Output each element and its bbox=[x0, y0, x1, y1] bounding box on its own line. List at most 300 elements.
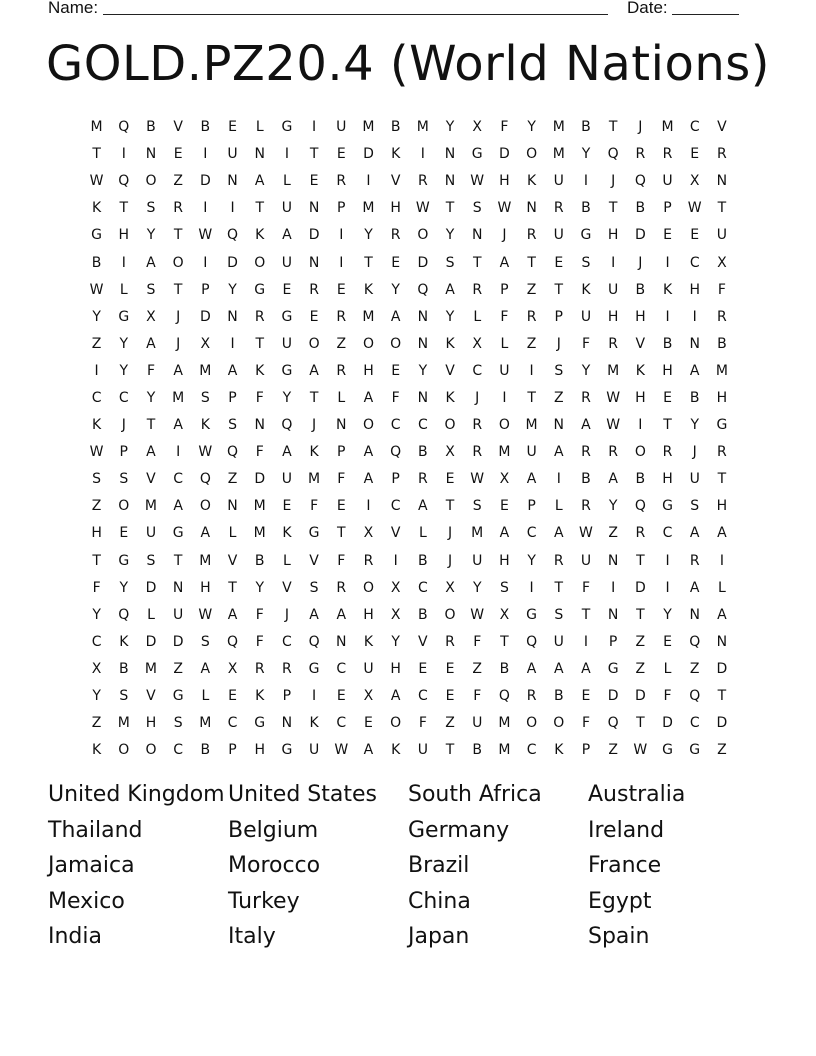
grid-letter[interactable]: O bbox=[362, 335, 374, 352]
grid-letter[interactable]: D bbox=[607, 688, 619, 705]
grid-letter[interactable]: A bbox=[553, 525, 564, 542]
grid-letter[interactable]: U bbox=[281, 200, 293, 217]
grid-letter[interactable]: X bbox=[91, 660, 102, 677]
grid-letter[interactable]: O bbox=[118, 498, 130, 515]
grid-letter[interactable]: T bbox=[636, 606, 645, 623]
grid-letter[interactable]: B bbox=[581, 119, 591, 136]
grid-letter[interactable]: T bbox=[364, 254, 373, 271]
grid-letter[interactable]: C bbox=[173, 742, 184, 759]
grid-letter[interactable]: I bbox=[556, 471, 561, 488]
grid-letter[interactable]: A bbox=[227, 606, 238, 623]
grid-letter[interactable]: H bbox=[145, 715, 157, 732]
grid-letter[interactable]: A bbox=[717, 525, 727, 542]
grid-letter[interactable]: S bbox=[554, 362, 564, 379]
grid-letter[interactable]: F bbox=[581, 579, 590, 596]
grid-letter[interactable]: I bbox=[665, 308, 670, 325]
grid-letter[interactable]: B bbox=[390, 119, 401, 136]
grid-letter[interactable]: Q bbox=[634, 173, 646, 190]
grid-letter[interactable]: F bbox=[255, 389, 264, 406]
grid-letter[interactable]: W bbox=[470, 173, 485, 190]
grid-letter[interactable]: W bbox=[89, 444, 104, 461]
grid-letter[interactable]: B bbox=[689, 389, 700, 406]
grid-letter[interactable]: S bbox=[472, 498, 482, 515]
grid-letter[interactable]: Q bbox=[118, 119, 130, 136]
grid-letter[interactable]: M bbox=[498, 444, 511, 461]
grid-letter[interactable]: U bbox=[308, 742, 320, 759]
grid-letter[interactable]: D bbox=[634, 579, 646, 596]
grid-letter[interactable]: E bbox=[690, 146, 700, 163]
grid-letter[interactable]: A bbox=[146, 444, 156, 461]
grid-letter[interactable]: M bbox=[552, 119, 565, 136]
grid-letter[interactable]: B bbox=[418, 606, 428, 623]
grid-letter[interactable]: B bbox=[91, 254, 102, 271]
grid-letter[interactable]: A bbox=[363, 471, 374, 488]
grid-letter[interactable]: A bbox=[200, 525, 211, 542]
grid-letter[interactable]: J bbox=[284, 606, 289, 623]
grid-letter[interactable]: N bbox=[716, 633, 728, 650]
grid-letter[interactable]: I bbox=[529, 579, 534, 596]
grid-letter[interactable]: F bbox=[717, 281, 726, 298]
grid-letter[interactable]: O bbox=[362, 417, 374, 434]
grid-letter[interactable]: S bbox=[146, 200, 156, 217]
grid-letter[interactable]: H bbox=[662, 471, 673, 488]
grid-letter[interactable]: S bbox=[228, 417, 237, 434]
grid-letter[interactable]: F bbox=[255, 444, 264, 461]
grid-letter[interactable]: P bbox=[527, 498, 536, 515]
grid-letter[interactable]: N bbox=[417, 389, 429, 406]
grid-letter[interactable]: R bbox=[472, 444, 483, 461]
grid-letter[interactable]: A bbox=[173, 362, 183, 379]
grid-letter[interactable]: Q bbox=[227, 444, 239, 461]
grid-letter[interactable]: N bbox=[689, 335, 700, 352]
grid-letter[interactable]: F bbox=[473, 688, 482, 705]
grid-letter[interactable]: A bbox=[499, 525, 510, 542]
grid-letter[interactable]: E bbox=[445, 660, 455, 677]
grid-letter[interactable]: S bbox=[309, 579, 319, 596]
grid-letter[interactable]: R bbox=[309, 281, 319, 298]
grid-letter[interactable]: A bbox=[608, 471, 618, 488]
grid-letter[interactable]: G bbox=[281, 742, 293, 759]
grid-letter[interactable]: S bbox=[690, 498, 700, 515]
grid-letter[interactable]: Y bbox=[527, 119, 536, 136]
grid-letter[interactable]: S bbox=[554, 606, 564, 623]
grid-letter[interactable]: T bbox=[472, 254, 482, 271]
grid-letter[interactable]: E bbox=[418, 660, 428, 677]
grid-letter[interactable]: J bbox=[121, 417, 126, 434]
grid-letter[interactable]: E bbox=[282, 498, 292, 515]
grid-letter[interactable]: T bbox=[445, 742, 455, 759]
grid-letter[interactable]: A bbox=[499, 254, 510, 271]
grid-letter[interactable]: Q bbox=[689, 633, 701, 650]
grid-letter[interactable]: X bbox=[445, 444, 455, 461]
grid-letter[interactable]: S bbox=[200, 389, 210, 406]
grid-letter[interactable]: J bbox=[502, 227, 507, 244]
grid-letter[interactable]: N bbox=[417, 335, 429, 352]
grid-letter[interactable]: T bbox=[173, 227, 183, 244]
grid-letter[interactable]: T bbox=[173, 281, 183, 298]
grid-letter[interactable]: N bbox=[145, 146, 157, 163]
grid-letter[interactable]: T bbox=[636, 552, 645, 569]
grid-letter[interactable]: D bbox=[634, 688, 646, 705]
grid-letter[interactable]: D bbox=[199, 173, 211, 190]
grid-letter[interactable]: O bbox=[444, 417, 456, 434]
grid-letter[interactable]: C bbox=[417, 417, 428, 434]
grid-letter[interactable]: E bbox=[364, 715, 373, 732]
grid-letter[interactable]: H bbox=[635, 389, 646, 406]
grid-letter[interactable]: P bbox=[500, 281, 509, 298]
grid-letter[interactable]: F bbox=[581, 335, 590, 352]
grid-letter[interactable]: S bbox=[146, 281, 156, 298]
grid-letter[interactable]: Y bbox=[472, 579, 482, 596]
grid-letter[interactable]: T bbox=[717, 471, 727, 488]
grid-letter[interactable]: Y bbox=[92, 688, 101, 705]
grid-letter[interactable]: L bbox=[119, 281, 128, 298]
grid-letter[interactable]: X bbox=[227, 660, 238, 677]
grid-letter[interactable]: E bbox=[309, 308, 319, 325]
grid-letter[interactable]: P bbox=[119, 444, 128, 461]
grid-letter[interactable]: R bbox=[417, 471, 428, 488]
grid-letter[interactable]: A bbox=[581, 417, 591, 434]
grid-letter[interactable]: G bbox=[607, 660, 619, 677]
grid-letter[interactable]: Q bbox=[199, 471, 211, 488]
grid-letter[interactable]: E bbox=[336, 688, 346, 705]
grid-letter[interactable]: E bbox=[581, 688, 591, 705]
grid-letter[interactable]: T bbox=[527, 389, 536, 406]
grid-letter[interactable]: F bbox=[581, 715, 590, 732]
grid-letter[interactable]: V bbox=[445, 362, 455, 379]
grid-letter[interactable]: O bbox=[526, 715, 538, 732]
grid-letter[interactable]: L bbox=[201, 688, 210, 705]
grid-letter[interactable]: O bbox=[118, 742, 130, 759]
grid-letter[interactable]: H bbox=[91, 525, 102, 542]
grid-letter[interactable]: I bbox=[312, 688, 317, 705]
grid-letter[interactable]: E bbox=[282, 281, 292, 298]
grid-letter[interactable]: T bbox=[255, 335, 264, 352]
date-blank-line[interactable] bbox=[672, 14, 739, 15]
grid-letter[interactable]: F bbox=[146, 362, 155, 379]
grid-letter[interactable]: Y bbox=[445, 227, 455, 244]
grid-letter[interactable]: J bbox=[312, 417, 317, 434]
grid-letter[interactable]: A bbox=[553, 660, 564, 677]
grid-letter[interactable]: T bbox=[228, 579, 237, 596]
grid-letter[interactable]: Y bbox=[581, 146, 591, 163]
grid-letter[interactable]: E bbox=[309, 173, 319, 190]
grid-letter[interactable]: Y bbox=[690, 417, 699, 434]
grid-letter[interactable]: R bbox=[635, 146, 646, 163]
grid-letter[interactable]: O bbox=[634, 444, 646, 461]
grid-letter[interactable]: V bbox=[418, 633, 428, 650]
grid-letter[interactable]: S bbox=[173, 715, 183, 732]
grid-letter[interactable]: U bbox=[716, 227, 728, 244]
grid-letter[interactable]: A bbox=[689, 362, 700, 379]
grid-letter[interactable]: M bbox=[362, 200, 375, 217]
grid-letter[interactable]: L bbox=[283, 173, 291, 190]
grid-letter[interactable]: T bbox=[581, 606, 591, 623]
grid-letter[interactable]: Z bbox=[91, 715, 102, 732]
grid-letter[interactable]: O bbox=[390, 715, 402, 732]
grid-letter[interactable]: A bbox=[363, 444, 374, 461]
grid-letter[interactable]: R bbox=[717, 146, 727, 163]
grid-letter[interactable]: H bbox=[635, 308, 646, 325]
grid-letter[interactable]: F bbox=[92, 579, 101, 596]
grid-letter[interactable]: C bbox=[689, 119, 700, 136]
grid-letter[interactable]: G bbox=[281, 119, 293, 136]
grid-letter[interactable]: Y bbox=[92, 308, 101, 325]
grid-letter[interactable]: R bbox=[336, 308, 347, 325]
grid-letter[interactable]: A bbox=[390, 688, 401, 705]
grid-letter[interactable]: X bbox=[499, 606, 510, 623]
grid-letter[interactable]: Y bbox=[146, 227, 156, 244]
grid-letter[interactable]: Q bbox=[308, 633, 320, 650]
grid-letter[interactable]: G bbox=[580, 227, 592, 244]
grid-letter[interactable]: U bbox=[363, 660, 374, 677]
grid-letter[interactable]: O bbox=[526, 146, 538, 163]
grid-letter[interactable]: V bbox=[173, 119, 183, 136]
grid-letter[interactable]: P bbox=[282, 688, 292, 705]
grid-letter[interactable]: E bbox=[173, 146, 183, 163]
grid-letter[interactable]: M bbox=[416, 119, 429, 136]
grid-letter[interactable]: Y bbox=[282, 389, 292, 406]
grid-letter[interactable]: E bbox=[690, 227, 700, 244]
grid-letter[interactable]: N bbox=[689, 606, 700, 623]
grid-letter[interactable]: I bbox=[665, 254, 670, 271]
grid-letter[interactable]: A bbox=[173, 417, 183, 434]
grid-letter[interactable]: Z bbox=[608, 742, 618, 759]
grid-letter[interactable]: I bbox=[719, 552, 724, 569]
grid-letter[interactable]: Z bbox=[227, 471, 238, 488]
grid-letter[interactable]: G bbox=[716, 417, 728, 434]
grid-letter[interactable]: V bbox=[717, 119, 727, 136]
grid-letter[interactable]: Q bbox=[227, 633, 239, 650]
grid-letter[interactable]: T bbox=[309, 389, 319, 406]
grid-letter[interactable]: E bbox=[228, 119, 237, 136]
grid-letter[interactable]: W bbox=[579, 525, 593, 542]
grid-letter[interactable]: A bbox=[689, 579, 700, 596]
grid-letter[interactable]: M bbox=[471, 525, 484, 542]
grid-letter[interactable]: Z bbox=[608, 525, 618, 542]
grid-letter[interactable]: U bbox=[281, 335, 293, 352]
grid-letter[interactable]: U bbox=[472, 715, 483, 732]
grid-letter[interactable]: R bbox=[390, 227, 401, 244]
grid-letter[interactable]: J bbox=[475, 389, 480, 406]
name-blank-line[interactable] bbox=[103, 14, 608, 15]
grid-letter[interactable]: K bbox=[255, 227, 265, 244]
grid-letter[interactable]: N bbox=[444, 146, 456, 163]
grid-letter[interactable]: I bbox=[502, 389, 507, 406]
grid-letter[interactable]: R bbox=[553, 552, 564, 569]
grid-letter[interactable]: I bbox=[583, 633, 589, 650]
grid-letter[interactable]: X bbox=[146, 308, 156, 325]
grid-letter[interactable]: U bbox=[227, 146, 238, 163]
grid-letter[interactable]: T bbox=[255, 200, 264, 217]
grid-letter[interactable]: D bbox=[716, 715, 728, 732]
grid-letter[interactable]: U bbox=[472, 552, 483, 569]
grid-letter[interactable]: R bbox=[581, 444, 591, 461]
grid-letter[interactable]: N bbox=[227, 308, 238, 325]
grid-letter[interactable]: Q bbox=[417, 281, 429, 298]
grid-letter[interactable]: R bbox=[417, 173, 428, 190]
grid-letter[interactable]: Q bbox=[281, 417, 293, 434]
grid-letter[interactable]: R bbox=[336, 362, 347, 379]
grid-letter[interactable]: Z bbox=[526, 281, 537, 298]
grid-letter[interactable]: J bbox=[447, 525, 453, 542]
grid-letter[interactable]: K bbox=[363, 633, 374, 650]
grid-letter[interactable]: G bbox=[254, 281, 266, 298]
grid-letter[interactable]: I bbox=[583, 173, 589, 190]
grid-letter[interactable]: B bbox=[499, 660, 510, 677]
grid-letter[interactable]: A bbox=[363, 389, 374, 406]
grid-letter[interactable]: Q bbox=[634, 498, 646, 515]
grid-letter[interactable]: E bbox=[119, 525, 129, 542]
grid-letter[interactable]: W bbox=[89, 281, 104, 298]
grid-letter[interactable]: B bbox=[581, 200, 591, 217]
grid-letter[interactable]: C bbox=[689, 715, 700, 732]
grid-letter[interactable]: E bbox=[391, 362, 401, 379]
grid-letter[interactable]: N bbox=[308, 200, 320, 217]
grid-letter[interactable]: O bbox=[172, 254, 184, 271]
grid-letter[interactable]: Y bbox=[92, 606, 101, 623]
grid-letter[interactable]: T bbox=[445, 200, 455, 217]
grid-letter[interactable]: M bbox=[715, 362, 728, 379]
grid-letter[interactable]: B bbox=[118, 660, 129, 677]
grid-letter[interactable]: R bbox=[662, 146, 673, 163]
grid-letter[interactable]: U bbox=[580, 552, 592, 569]
grid-letter[interactable]: K bbox=[445, 335, 455, 352]
grid-letter[interactable]: O bbox=[444, 606, 456, 623]
grid-letter[interactable]: D bbox=[662, 715, 673, 732]
grid-letter[interactable]: W bbox=[470, 471, 485, 488]
grid-letter[interactable]: C bbox=[91, 633, 102, 650]
grid-letter[interactable]: Y bbox=[364, 227, 373, 244]
grid-letter[interactable]: S bbox=[445, 254, 455, 271]
grid-letter[interactable]: R bbox=[717, 308, 727, 325]
grid-letter[interactable]: T bbox=[663, 417, 672, 434]
grid-letter[interactable]: I bbox=[339, 227, 344, 244]
grid-letter[interactable]: K bbox=[662, 281, 673, 298]
grid-letter[interactable]: C bbox=[118, 389, 129, 406]
grid-letter[interactable]: T bbox=[92, 146, 101, 163]
grid-letter[interactable]: G bbox=[281, 308, 293, 325]
grid-letter[interactable]: N bbox=[254, 417, 265, 434]
grid-letter[interactable]: L bbox=[283, 552, 291, 569]
grid-letter[interactable]: S bbox=[472, 200, 482, 217]
grid-letter[interactable]: E bbox=[663, 389, 672, 406]
grid-letter[interactable]: W bbox=[415, 200, 430, 217]
grid-letter[interactable]: Z bbox=[553, 389, 564, 406]
grid-letter[interactable]: U bbox=[608, 281, 619, 298]
grid-letter[interactable]: L bbox=[255, 119, 264, 136]
grid-letter[interactable]: N bbox=[526, 200, 537, 217]
grid-letter[interactable]: Q bbox=[390, 444, 402, 461]
grid-letter[interactable]: A bbox=[227, 362, 238, 379]
grid-letter[interactable]: U bbox=[580, 308, 592, 325]
grid-letter[interactable]: W bbox=[606, 417, 621, 434]
grid-letter[interactable]: Y bbox=[445, 119, 455, 136]
grid-letter[interactable]: R bbox=[581, 498, 591, 515]
grid-letter[interactable]: S bbox=[200, 633, 210, 650]
grid-letter[interactable]: N bbox=[227, 173, 238, 190]
grid-letter[interactable]: J bbox=[692, 444, 697, 461]
grid-letter[interactable]: U bbox=[173, 606, 184, 623]
grid-letter[interactable]: I bbox=[339, 254, 344, 271]
grid-letter[interactable]: M bbox=[144, 498, 158, 515]
grid-letter[interactable]: A bbox=[445, 281, 455, 298]
grid-letter[interactable]: V bbox=[227, 552, 238, 569]
grid-letter[interactable]: S bbox=[92, 471, 102, 488]
grid-letter[interactable]: A bbox=[282, 444, 292, 461]
grid-letter[interactable]: M bbox=[498, 742, 511, 759]
grid-letter[interactable]: E bbox=[554, 254, 564, 271]
grid-letter[interactable]: S bbox=[119, 471, 129, 488]
grid-letter[interactable]: Q bbox=[227, 227, 239, 244]
grid-letter[interactable]: A bbox=[254, 173, 265, 190]
grid-letter[interactable]: Z bbox=[445, 715, 455, 732]
grid-letter[interactable]: I bbox=[121, 254, 126, 271]
grid-letter[interactable]: N bbox=[607, 606, 619, 623]
grid-letter[interactable]: C bbox=[526, 525, 537, 542]
grid-letter[interactable]: W bbox=[633, 742, 648, 759]
grid-letter[interactable]: A bbox=[309, 362, 319, 379]
grid-letter[interactable]: L bbox=[228, 525, 237, 542]
grid-letter[interactable]: K bbox=[554, 742, 564, 759]
grid-letter[interactable]: U bbox=[553, 633, 564, 650]
grid-letter[interactable]: H bbox=[363, 606, 374, 623]
grid-letter[interactable]: I bbox=[312, 119, 317, 136]
grid-letter[interactable]: I bbox=[203, 200, 208, 217]
grid-letter[interactable]: I bbox=[611, 579, 616, 596]
grid-letter[interactable]: P bbox=[663, 200, 672, 217]
grid-letter[interactable]: T bbox=[608, 119, 618, 136]
grid-letter[interactable]: O bbox=[254, 254, 266, 271]
grid-letter[interactable]: K bbox=[635, 362, 645, 379]
grid-letter[interactable]: B bbox=[472, 742, 483, 759]
grid-letter[interactable]: C bbox=[390, 498, 401, 515]
grid-letter[interactable]: T bbox=[92, 552, 101, 569]
grid-letter[interactable]: O bbox=[145, 742, 157, 759]
grid-letter[interactable]: Z bbox=[173, 173, 183, 190]
grid-letter[interactable]: P bbox=[228, 389, 237, 406]
grid-letter[interactable]: I bbox=[665, 579, 670, 596]
grid-letter[interactable]: C bbox=[336, 715, 347, 732]
grid-letter[interactable]: T bbox=[717, 688, 727, 705]
grid-letter[interactable]: C bbox=[91, 389, 102, 406]
grid-letter[interactable]: N bbox=[607, 552, 619, 569]
grid-letter[interactable]: V bbox=[390, 525, 401, 542]
grid-letter[interactable]: M bbox=[199, 552, 212, 569]
grid-letter[interactable]: F bbox=[337, 471, 346, 488]
grid-letter[interactable]: R bbox=[173, 200, 184, 217]
grid-letter[interactable]: T bbox=[527, 254, 536, 271]
grid-letter[interactable]: Z bbox=[173, 660, 183, 677]
grid-letter[interactable]: A bbox=[390, 308, 401, 325]
grid-letter[interactable]: A bbox=[146, 254, 156, 271]
grid-letter[interactable]: O bbox=[308, 335, 320, 352]
grid-letter[interactable]: A bbox=[173, 498, 183, 515]
grid-letter[interactable]: V bbox=[146, 688, 156, 705]
grid-letter[interactable]: F bbox=[255, 606, 264, 623]
grid-letter[interactable]: D bbox=[417, 254, 429, 271]
grid-letter[interactable]: B bbox=[254, 552, 265, 569]
grid-letter[interactable]: W bbox=[198, 606, 213, 623]
grid-letter[interactable]: A bbox=[717, 606, 727, 623]
grid-letter[interactable]: V bbox=[146, 471, 156, 488]
grid-letter[interactable]: B bbox=[662, 335, 673, 352]
grid-letter[interactable]: I bbox=[366, 498, 371, 515]
grid-letter[interactable]: A bbox=[526, 660, 537, 677]
grid-letter[interactable]: E bbox=[336, 281, 346, 298]
grid-letter[interactable]: H bbox=[390, 660, 401, 677]
grid-letter[interactable]: J bbox=[176, 308, 181, 325]
